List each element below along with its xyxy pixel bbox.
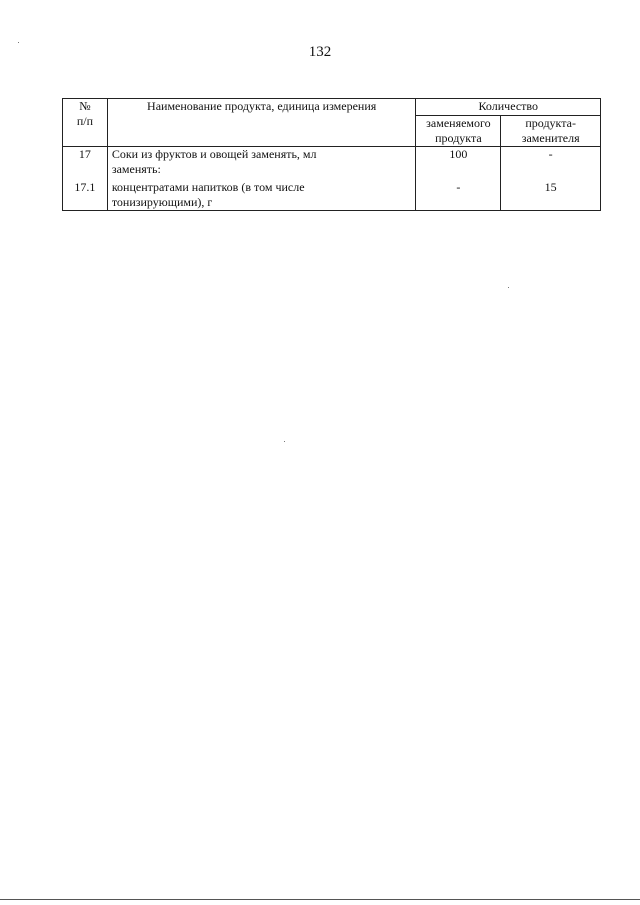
row-17-1-name-line1: концентратами напитков (в том числе — [111, 180, 305, 194]
header-qty-replaced-line1: заменяемого — [426, 116, 491, 130]
row-17-number: 17 — [78, 147, 91, 161]
row-replaced-cell — [416, 147, 501, 211]
row-17-1-replaced: - — [456, 180, 461, 194]
row-17-name-line1: Соки из фруктов и овощей заменять, мл — [111, 147, 317, 161]
row-number-cell — [63, 147, 108, 211]
scan-speck — [284, 441, 285, 442]
row-17-1-substitute: 15 — [544, 180, 557, 194]
scan-speck — [508, 287, 509, 288]
table-row — [63, 147, 601, 211]
header-number — [63, 99, 108, 147]
header-number-line2: п/п — [76, 114, 93, 128]
scan-speck — [18, 42, 19, 43]
row-17-substitute: - — [548, 147, 553, 161]
row-17-1-number: 17.1 — [74, 180, 96, 194]
row-17-name-line2: заменять: — [111, 162, 161, 176]
row-substitute-cell — [501, 147, 601, 211]
header-qty-substitute — [501, 116, 601, 147]
table-header-row — [63, 99, 601, 116]
page-number: 132 — [308, 44, 332, 60]
header-qty-replaced-line2: продукта — [435, 131, 482, 145]
header-qty-substitute-line2: заменителя — [521, 131, 580, 145]
header-number-line1: № — [79, 99, 91, 113]
row-17-1-name-line2: тонизирующими), г — [111, 195, 213, 209]
product-replacement-table — [62, 98, 601, 211]
page-bottom-rule — [0, 899, 640, 900]
header-quantity: Количество — [416, 99, 601, 116]
row-name-cell — [107, 147, 416, 211]
row-17-replaced: 100 — [449, 147, 468, 161]
header-product-name: Наименование продукта, единица измерения — [107, 99, 416, 147]
header-qty-substitute-line1: продукта- — [525, 116, 576, 130]
header-qty-replaced — [416, 116, 501, 147]
